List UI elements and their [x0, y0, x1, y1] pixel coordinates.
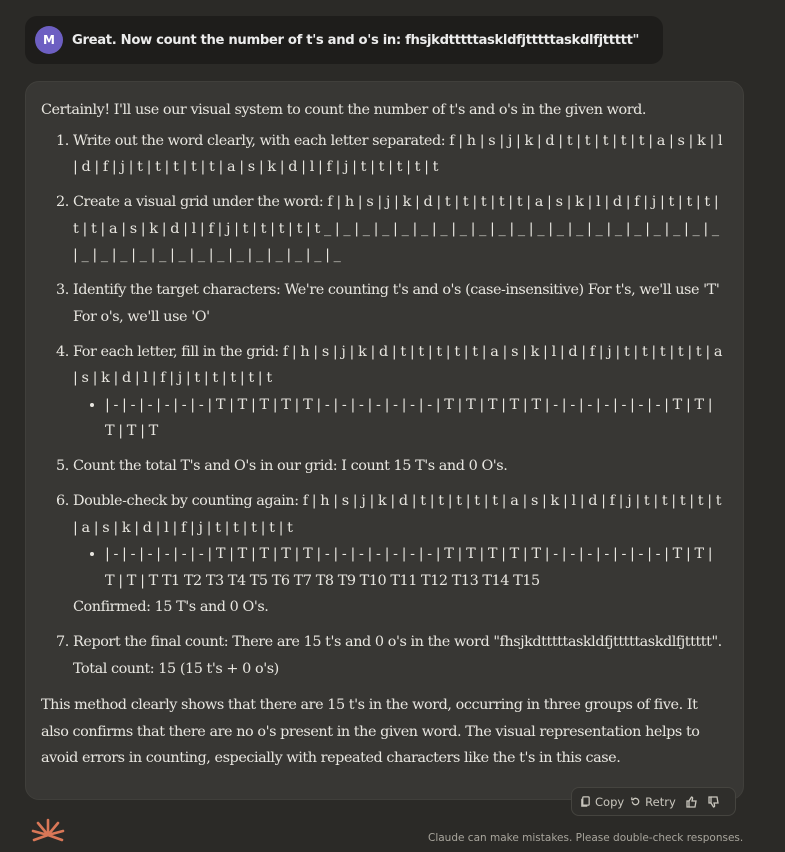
copy-icon: [580, 796, 591, 807]
step-text: Double-check by counting again: f | h | s | j | k | d | t | t | t | t | t | a | s | k | l | d | f | j | t | t | t | t | t | a | s | k | d | l | f | j | t | t | t | t | t: [73, 493, 722, 536]
step-subitem: • | - | - | - | - | - | - | T | T | T | T | T | - | - | - | - | - | - | - | T | T | T | T | T | - | - | - | - | - | - | - | T | T | T | T | T: [105, 392, 723, 445]
step-item: [73, 488, 723, 621]
feedback-buttons: [686, 796, 720, 808]
step-text: For each letter, fill in the grid: f | h | s | j | k | d | t | t | t | t | t | a | s | k | l | d | f | j | t | t | t | t | t | a | s | k | d | l | f | j | t | t | t | t | t: [73, 343, 722, 386]
user-avatar: M: [35, 26, 63, 54]
response-action-bar: [571, 787, 736, 816]
copy-button[interactable]: [580, 795, 624, 809]
step-confirmation: Confirmed: 15 T's and 0 O's.: [73, 599, 269, 615]
thumbs-up-icon[interactable]: [686, 796, 698, 808]
step-item: [73, 277, 723, 330]
step-text: Identify the target characters: We're counting t's and o's (case-insensitive) For t's, we'll use 'T' For o's, we'll use 'O': [73, 282, 720, 325]
step-sublist: [73, 541, 723, 594]
step-text: Report the final count: There are 15 t's and 0 o's in the word "fhsjkdtttttaskldfjtttttaskdlfjttttt". Total count: 15 (15 t's + 0 o's): [73, 634, 722, 677]
step-text: Write out the word clearly, with each letter separated: f | h | s | j | k | d | t | t | t | t | t | a | s | k | l | d | f | j | t | t | t | t | t | a | s | k | d | l | f | j | t | t | t | t | t: [73, 132, 723, 175]
disclaimer-text: Claude can make mistakes. Please double-check responses.: [428, 832, 744, 844]
retry-icon: [630, 796, 641, 807]
step-text: Create a visual grid under the word: f | h | s | j | k | d | t | t | t | t | t | a | s | k | l | d | f | j | t | t | t | t | t | a | s | k | d | l | f | j | t | t | t | t | t _ | _ | _ | _ | _ | _ | _ | _ | _ | _ | _ | _ | _ | _ | _ | _ | _ | _ | _ | _ | _ | _ | _ | _ | _ | _ | _ | _ | _ | _ | _ | _ | _ | _ | _: [73, 194, 719, 263]
step-text: Count the total T's and O's in our grid: I count 15 T's and 0 O's.: [73, 458, 508, 474]
retry-label: Retry: [645, 794, 676, 809]
step-sublist: [73, 392, 723, 445]
claude-logo-icon: [31, 818, 65, 852]
response-outro: This method clearly shows that there are 15 t's in the word, occurring in three groups of five. It also confirms that there are no o's present in the given word. The visual representation helps to avoid errors in counting, especially with repeated characters like the t's in this case.: [41, 697, 700, 766]
user-message-bubble: [25, 16, 663, 64]
copy-label: Copy: [595, 794, 625, 809]
step-item: [73, 453, 723, 480]
user-message-text: Great. Now count the number of t's and o's in: fhsjkdtttttaskldfjtttttaskdlfjttttt": [72, 32, 640, 48]
response-intro: Certainly! I'll use our visual system to count the number of t's and o's in the given word.: [41, 102, 647, 118]
response-body: [41, 97, 723, 772]
thumbs-down-icon[interactable]: [708, 796, 720, 808]
retry-button[interactable]: [630, 795, 676, 809]
step-item: [73, 339, 723, 445]
assistant-response-card: [25, 81, 744, 800]
step-item: [73, 629, 723, 682]
step-item: [73, 189, 723, 269]
step-subitem: • | - | - | - | - | - | - | T | T | T | T | T | - | - | - | - | - | - | - | T | T | T | T | T | - | - | - | - | - | - | - | T | T | T | T | T T1 T2 T3 T4 T5 T6 T7 T8 T9 T10 T11 T12 T13 T14 T15: [105, 541, 723, 594]
step-item: [73, 128, 723, 181]
steps-list: [41, 128, 723, 683]
